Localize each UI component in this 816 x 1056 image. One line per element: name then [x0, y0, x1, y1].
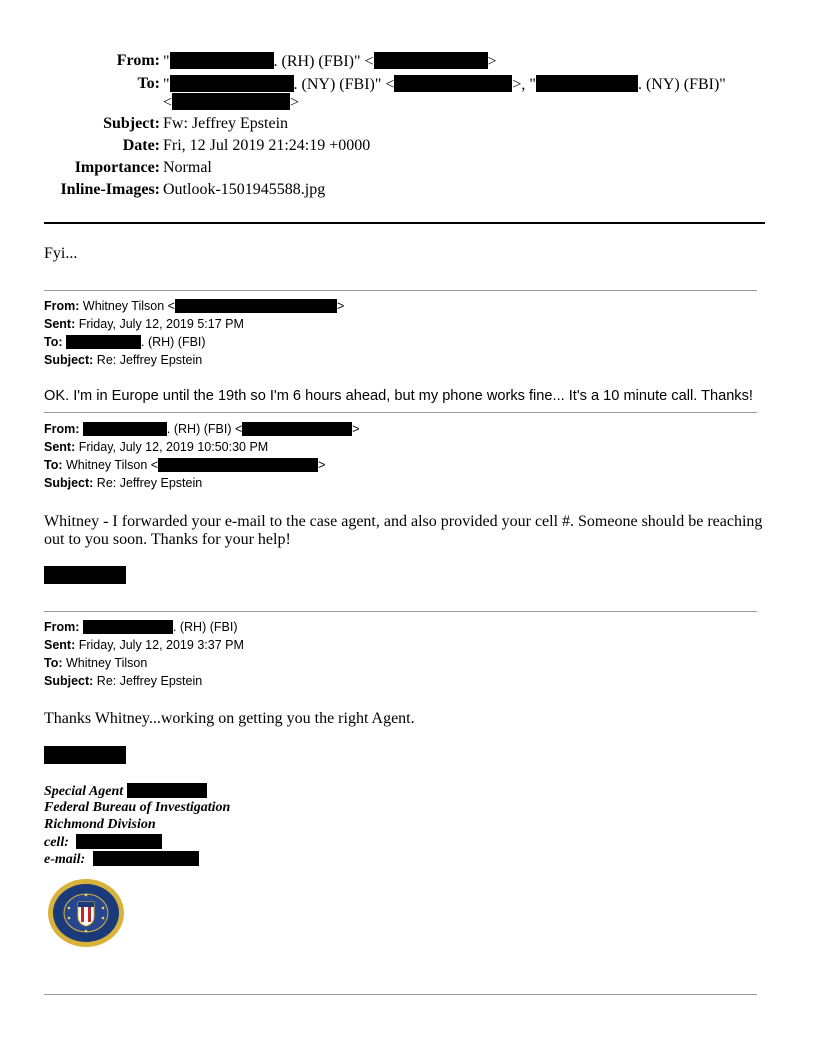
intro-text: Fyi... [44, 245, 78, 262]
redaction [170, 52, 274, 69]
redaction [93, 851, 199, 866]
importance-value: Normal [163, 159, 212, 176]
msg3-from: From: . (RH) (FBI) [44, 620, 238, 634]
to-value-cont: < > [163, 94, 300, 111]
msg2-body-line2: out to you soon. Thanks for your help! [44, 531, 291, 548]
msg1-body: OK. I'm in Europe until the 19th so I'm 6 hours ahead, but my phone works fine... It's a 10 minute call. Thanks! [44, 388, 753, 404]
fbi-seal-icon [47, 878, 127, 948]
date-value: Fri, 12 Jul 2019 21:24:19 +0000 [163, 137, 371, 154]
msg3-sent: Sent: Friday, July 12, 2019 3:37 PM [44, 638, 244, 652]
subject-label: Subject: [103, 115, 160, 132]
signature-email: e-mail: [44, 851, 199, 868]
signature-cell: cell: [44, 834, 162, 851]
redaction [83, 422, 167, 436]
header-divider [44, 222, 765, 224]
msg1-subject: Subject: Re: Jeffrey Epstein [44, 353, 203, 367]
msg2-sent: Sent: Friday, July 12, 2019 10:50:30 PM [44, 440, 269, 454]
redaction [170, 75, 294, 92]
msg1-to: To: . (RH) (FBI) [44, 335, 206, 349]
redaction [172, 93, 290, 110]
from-label: From: [116, 52, 160, 69]
msg1-from: From: Whitney Tilson < > [44, 299, 345, 313]
redaction [44, 566, 126, 584]
msg3-to: To: Whitney Tilson [44, 656, 148, 670]
redaction [175, 299, 337, 313]
msg2-subject: Subject: Re: Jeffrey Epstein [44, 476, 203, 490]
msg1-sent: Sent: Friday, July 12, 2019 5:17 PM [44, 317, 244, 331]
redaction [536, 75, 638, 92]
msg3-subject: Subject: Re: Jeffrey Epstein [44, 674, 203, 688]
redaction [66, 335, 141, 349]
divider [44, 412, 757, 413]
signature-org: Federal Bureau of Investigation [44, 800, 231, 815]
to-label: To: [137, 75, 160, 92]
signature-title: Special Agent [44, 783, 207, 800]
redaction [374, 52, 488, 69]
redaction [127, 783, 207, 798]
to-value: " . (NY) (FBI)" < >, " . (NY) (FBI)" [163, 76, 726, 93]
msg3-body: Thanks Whitney...working on getting you the right Agent. [44, 710, 415, 727]
redaction [83, 620, 173, 634]
from-value: " . (RH) (FBI)" < > [163, 53, 497, 70]
divider [44, 611, 757, 612]
redaction [242, 422, 352, 436]
subject-value: Fw: Jeffrey Epstein [163, 115, 289, 132]
signature-division: Richmond Division [44, 817, 156, 832]
redaction [394, 75, 512, 92]
date-label: Date: [122, 137, 160, 154]
redaction [76, 834, 162, 849]
msg2-body-line1: Whitney - I forwarded your e-mail to the case agent, and also provided your cell #. Someone should be reaching [44, 513, 763, 530]
redaction [44, 746, 126, 764]
divider [44, 994, 757, 995]
inline-images-label: Inline-Images: [60, 181, 160, 198]
msg2-to: To: Whitney Tilson < > [44, 458, 326, 472]
divider [44, 290, 757, 291]
importance-label: Importance: [74, 159, 160, 176]
redaction [158, 458, 318, 472]
inline-images-value[interactable]: Outlook-1501945588.jpg [163, 181, 326, 198]
msg2-from: From: . (RH) (FBI) < > [44, 422, 360, 436]
